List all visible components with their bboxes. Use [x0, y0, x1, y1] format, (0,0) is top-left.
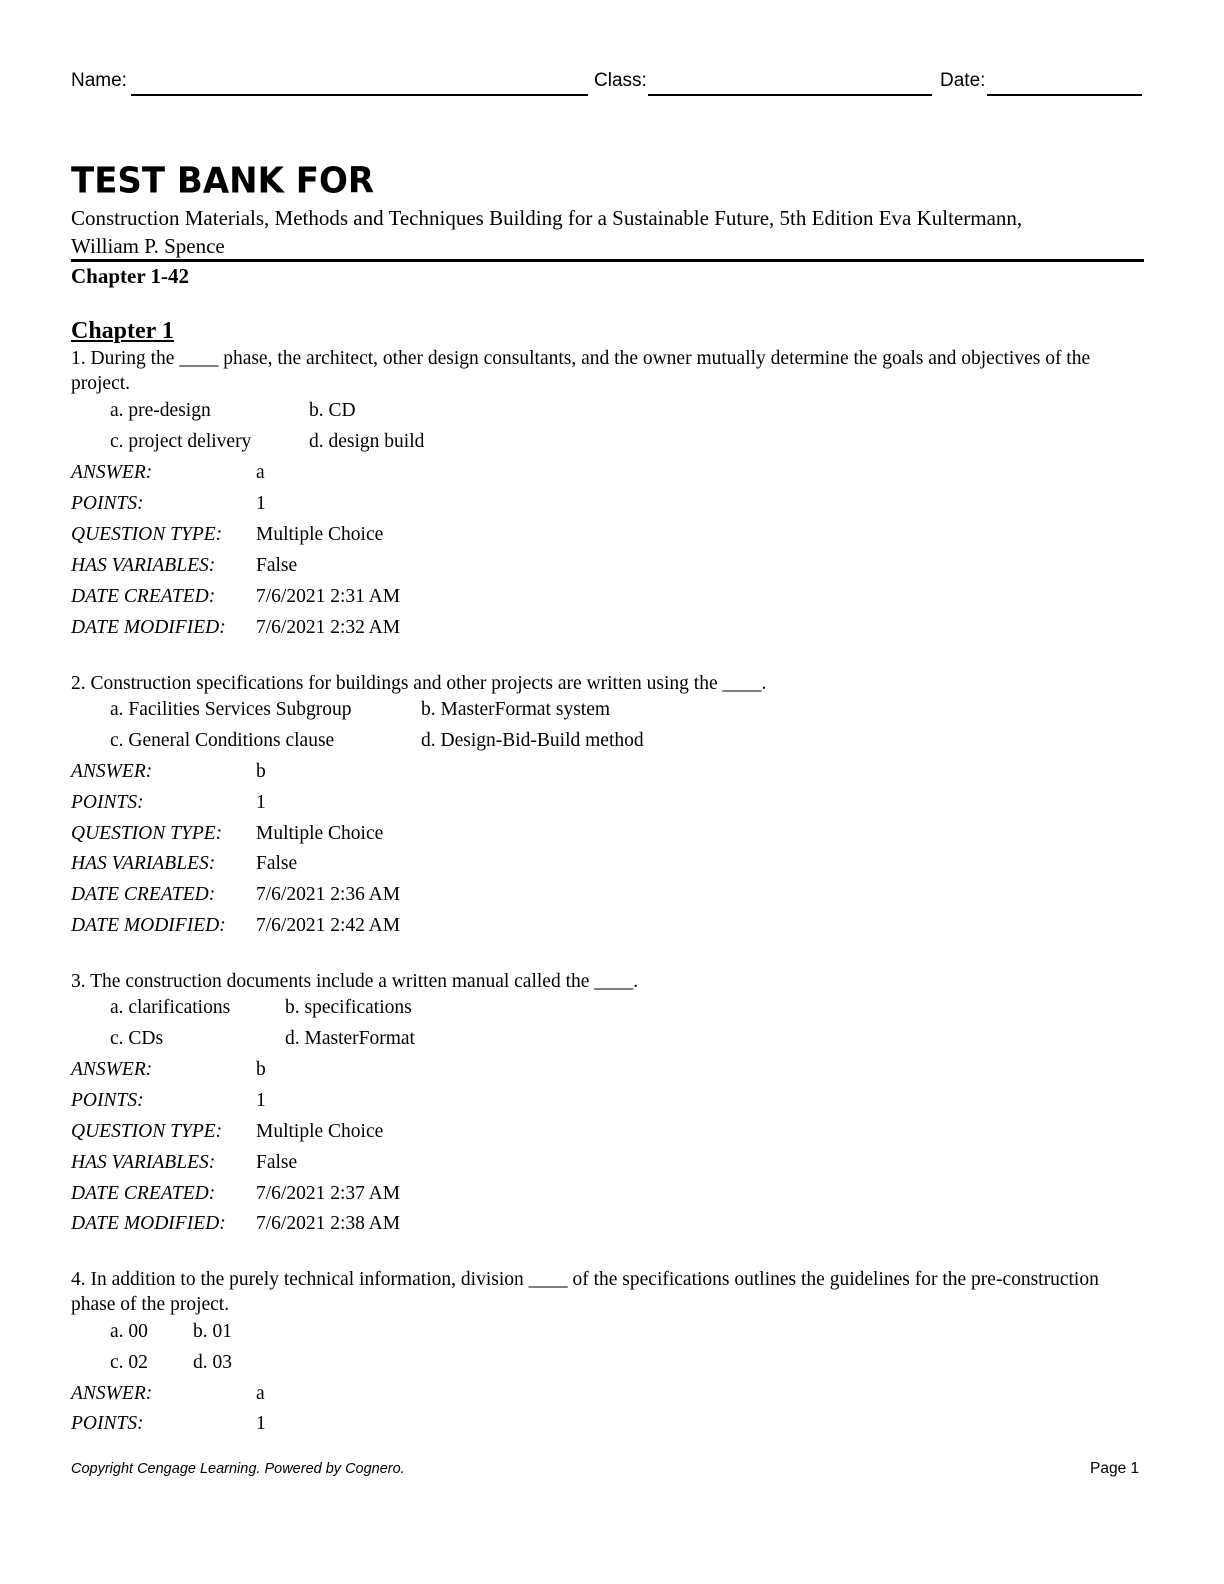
date-modified-label: DATE MODIFIED: — [71, 617, 226, 638]
option-c: c. CDs — [110, 1028, 164, 1049]
book-subtitle: Construction Materials, Methods and Techniques Building for a Sustainable Future, 5th Edition Eva Kultermann, William P. Spence — [71, 206, 1023, 258]
option-d: d. 03 — [193, 1352, 232, 1373]
option-d: d. Design-Bid-Build method — [421, 730, 644, 751]
name-field-line[interactable] — [131, 94, 588, 96]
option-a: a. 00 — [110, 1321, 148, 1342]
has-variables-value: False — [256, 853, 298, 874]
student-info-header — [0, 70, 1224, 96]
points-value: 1 — [256, 792, 266, 813]
option-b: b. 01 — [193, 1321, 232, 1342]
date-created-label: DATE CREATED: — [71, 884, 216, 905]
name-label: Name: — [71, 70, 127, 91]
title-divider — [71, 259, 1144, 262]
answer-value: b — [256, 761, 266, 782]
page-number: Page 1 — [1090, 1460, 1140, 1477]
question-type-label: QUESTION TYPE: — [71, 524, 223, 545]
points-label: POINTS: — [71, 493, 144, 514]
has-variables-value: False — [256, 555, 298, 576]
date-field-line[interactable] — [987, 94, 1142, 96]
points-label: POINTS: — [71, 792, 144, 813]
points-value: 1 — [256, 1413, 266, 1434]
option-b: b. specifications — [285, 997, 412, 1018]
class-label: Class: — [594, 70, 647, 91]
option-a: a. Facilities Services Subgroup — [110, 699, 352, 720]
question-text: 2. Construction specifications for buildings and other projects are written using the ____. — [71, 673, 767, 694]
question-text: 4. In addition to the purely technical information, division ____ of the specifications outlines the guidelines for the pre-construction phase of the project. — [71, 1269, 1099, 1315]
answer-label: ANSWER: — [71, 462, 153, 483]
option-c: c. project delivery — [110, 431, 252, 452]
chapters-range: Chapter 1-42 — [71, 264, 190, 288]
question-type-label: QUESTION TYPE: — [71, 1121, 223, 1142]
option-a: a. pre-design — [110, 400, 211, 421]
points-value: 1 — [256, 1090, 266, 1111]
date-modified-label: DATE MODIFIED: — [71, 915, 226, 936]
document-title: TEST BANK FOR — [71, 160, 375, 202]
answer-label: ANSWER: — [71, 1383, 153, 1404]
has-variables-label: HAS VARIABLES: — [71, 1152, 216, 1173]
date-modified-value: 7/6/2021 2:42 AM — [256, 915, 401, 936]
answer-value: a — [256, 1383, 265, 1404]
date-created-label: DATE CREATED: — [71, 1183, 216, 1204]
question-type-value: Multiple Choice — [256, 524, 384, 545]
date-created-value: 7/6/2021 2:31 AM — [256, 586, 401, 607]
has-variables-label: HAS VARIABLES: — [71, 853, 216, 874]
class-field-line[interactable] — [648, 94, 932, 96]
option-d: d. MasterFormat — [285, 1028, 415, 1049]
answer-value: a — [256, 462, 265, 483]
question-text: 3. The construction documents include a written manual called the ____. — [71, 971, 639, 992]
date-created-value: 7/6/2021 2:36 AM — [256, 884, 401, 905]
date-modified-value: 7/6/2021 2:32 AM — [256, 617, 401, 638]
option-d: d. design build — [309, 431, 425, 452]
option-b: b. CD — [309, 400, 356, 421]
chapter-heading: Chapter 1 — [71, 318, 174, 344]
date-created-label: DATE CREATED: — [71, 586, 216, 607]
date-label: Date: — [940, 70, 986, 91]
points-label: POINTS: — [71, 1413, 144, 1434]
answer-label: ANSWER: — [71, 761, 153, 782]
question-text: 1. During the ____ phase, the architect, other design consultants, and the owner mutually determine the goals and objectives of the project. — [71, 348, 1091, 394]
date-created-value: 7/6/2021 2:37 AM — [256, 1183, 401, 1204]
has-variables-value: False — [256, 1152, 298, 1173]
option-c: c. General Conditions clause — [110, 730, 335, 751]
points-label: POINTS: — [71, 1090, 144, 1111]
option-a: a. clarifications — [110, 997, 231, 1018]
copyright-footer: Copyright Cengage Learning. Powered by Cognero. — [71, 1461, 405, 1477]
question-type-value: Multiple Choice — [256, 1121, 384, 1142]
points-value: 1 — [256, 493, 266, 514]
date-modified-label: DATE MODIFIED: — [71, 1213, 226, 1234]
answer-value: b — [256, 1059, 266, 1080]
option-b: b. MasterFormat system — [421, 699, 611, 720]
option-c: c. 02 — [110, 1352, 148, 1373]
question-type-label: QUESTION TYPE: — [71, 823, 223, 844]
answer-label: ANSWER: — [71, 1059, 153, 1080]
question-type-value: Multiple Choice — [256, 823, 384, 844]
date-modified-value: 7/6/2021 2:38 AM — [256, 1213, 401, 1234]
has-variables-label: HAS VARIABLES: — [71, 555, 216, 576]
